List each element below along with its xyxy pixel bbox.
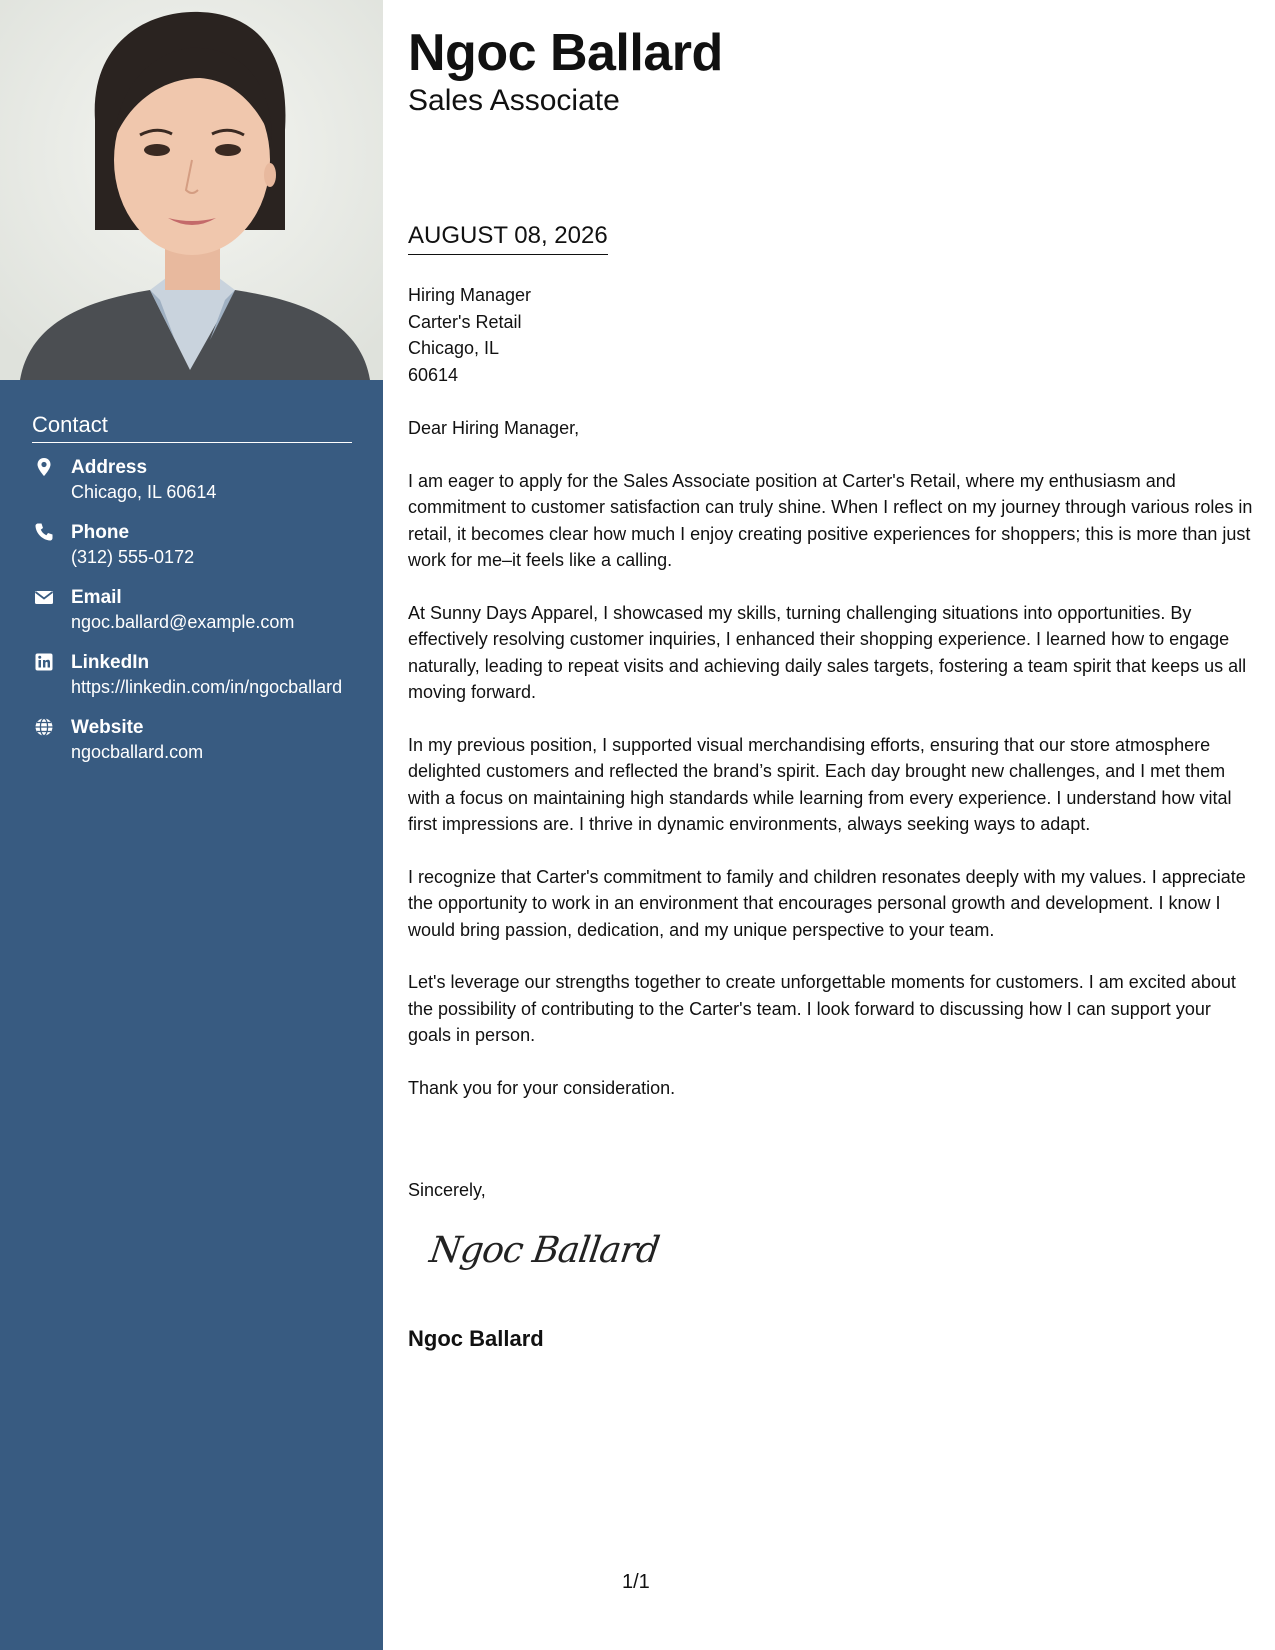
contact-address: [32, 455, 352, 505]
recipient-line: Hiring Manager: [408, 285, 532, 305]
portrait-illustration: [0, 0, 383, 380]
applicant-name: Ngoc Ballard: [408, 24, 723, 82]
contact-phone: [32, 520, 352, 570]
recipient-line: Carter's Retail: [408, 311, 522, 332]
contact-linkedin: [32, 650, 352, 700]
contact-website: [32, 715, 352, 765]
linkedin-icon: [34, 652, 54, 672]
recipient-block: [408, 282, 531, 388]
recipient-line: Chicago, IL: [408, 338, 500, 358]
paragraph: I recognize that Carter's commitment to family and children resonates deeply with my values. I appreciate the opportunity to work in an environment that encourages personal growth and development. I know I would bring passion, dedication, and my unique perspective to your team.: [408, 866, 1246, 940]
page-number: 1/1: [622, 1571, 650, 1593]
paragraph: In my previous position, I supported visual merchandising efforts, ensuring that our store atmosphere delighted customers and reflected the brand’s spirit. Each day brought new challenges, and I met them with a focus on maintaining high standards while learning from every experience. I understand how vital first impressions are. I thrive in dynamic environments, always seeking ways to adapt.: [408, 734, 1232, 834]
map-pin-icon: [34, 457, 54, 477]
recipient-line: 60614: [408, 364, 459, 385]
letter-text: [408, 415, 1253, 1127]
job-title: Sales Associate: [408, 84, 620, 117]
phone-label: Phone: [71, 522, 130, 543]
paragraph: I am eager to apply for the Sales Associate position at Carter's Retail, where my enthusiasm and commitment to customer satisfaction can truly shine. When I reflect on my journey through various roles in retail, it becomes clear how much I enjoy creating positive experiences for shoppers; this is more than just work for me–it feels like a calling.: [408, 470, 1253, 570]
website-label: Website: [71, 717, 144, 738]
profile-photo: [0, 0, 383, 380]
address-label: Address: [71, 457, 148, 478]
website-value[interactable]: ngocballard.com: [71, 742, 204, 762]
paragraph: Thank you for your consideration.: [408, 1077, 676, 1098]
envelope-icon: [34, 587, 54, 607]
handwritten-signature: Ngoc Ballard: [427, 1230, 662, 1271]
contact-email: [32, 585, 352, 635]
linkedin-value[interactable]: https://linkedin.com/in/ngocballard: [71, 677, 343, 697]
address-value: Chicago, IL 60614: [71, 482, 217, 502]
letter-date: AUGUST 08, 2026: [408, 222, 608, 255]
signer-name: Ngoc Ballard: [408, 1326, 544, 1351]
greeting: Dear Hiring Manager,: [408, 418, 580, 438]
sidebar: [0, 0, 383, 1650]
contact-heading: Contact: [32, 412, 352, 443]
paragraph: Let's leverage our strengths together to create unforgettable moments for customers. I am excited about the possibility of contributing to the Carter's team. I look forward to discussing how I can support your goals in person.: [408, 972, 1236, 1045]
phone-value: (312) 555-0172: [71, 547, 195, 567]
contact-section: [32, 412, 352, 780]
globe-icon: [34, 717, 54, 737]
email-label: Email: [71, 587, 122, 608]
email-value[interactable]: ngoc.ballard@example.com: [71, 612, 295, 632]
phone-icon: [34, 522, 54, 542]
closing: Sincerely,: [408, 1180, 486, 1200]
paragraph: At Sunny Days Apparel, I showcased my skills, turning challenging situations into opportunities. By effectively resolving customer inquiries, I enhanced their shopping experience. I learned how to engage naturally, leading to repeat visits and achieving daily sales targets, fostering a team spirit that keeps us all moving forward.: [408, 602, 1247, 702]
linkedin-label: LinkedIn: [71, 652, 150, 673]
